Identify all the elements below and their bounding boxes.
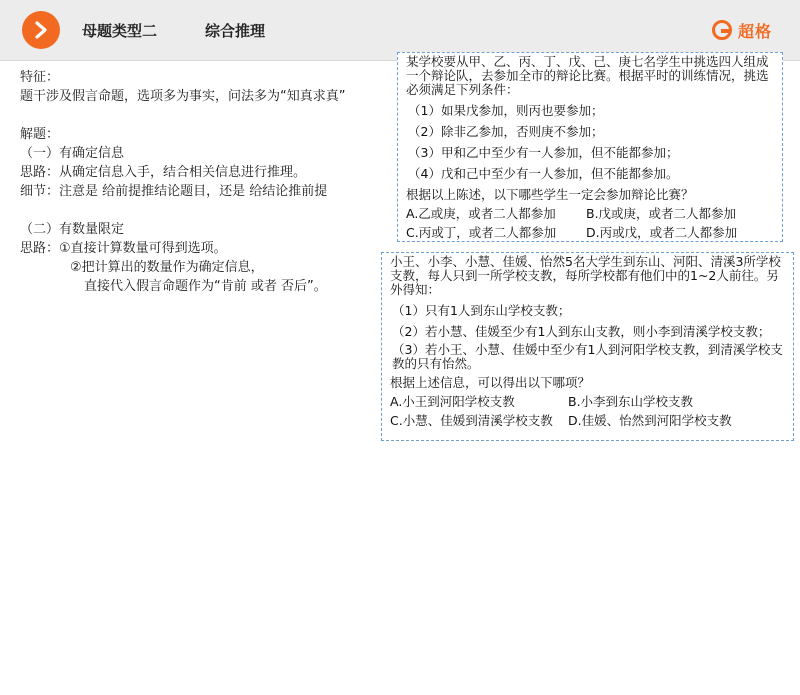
- q1-condition: （4）戊和己中至少有一人参加，但不能都参加。: [408, 166, 679, 181]
- q1-condition: （2）除非乙参加，否则庚不参加；: [408, 124, 604, 139]
- q1-option-b: B.戊或庚，或者二人都参加: [586, 206, 737, 221]
- case2-thought-label: 思路：: [20, 241, 60, 256]
- case2-thought-3: 直接代入假言命题作为“肯前 或者 否后”。: [84, 279, 327, 294]
- q2-condition: （1）只有1人到东山学校支教；: [392, 303, 571, 318]
- q2-option-d: D.佳媛、怡然到河阳学校支教: [568, 413, 732, 428]
- q2-option-a: A.小王到河阳学校支教: [390, 394, 515, 409]
- solution-label: 解题：: [20, 127, 60, 142]
- case1-title: （一）有确定信息: [20, 146, 125, 161]
- q1-condition: （1）如果戊参加，则丙也要参加；: [408, 103, 604, 118]
- question-box-1: [397, 52, 783, 242]
- feature-label: 特征：: [20, 70, 60, 85]
- q1-option-a: A.乙或庚，或者二人都参加: [406, 206, 556, 221]
- q1-question: 根据以上陈述，以下哪些学生一定会参加辩论比赛？: [406, 187, 694, 202]
- section-subtitle: 综合推理: [205, 22, 266, 40]
- q1-option-c: C.丙或丁，或者二人都参加: [406, 225, 557, 240]
- question-box-2: [381, 252, 794, 441]
- q1-option-d: D.丙或戊，或者二人都参加: [586, 225, 738, 240]
- q1-options: [406, 204, 774, 242]
- q2-condition: （3）若小王、小慧、佳媛中至少有1人到河阳学校支教，到清溪学校支教的只有怡然。: [392, 342, 783, 371]
- q1-stem: 某学校要从甲、乙、丙、丁、戊、己、庚七名学生中挑选四人组成一个辩论队，去参加全市的辩论比赛。根据平时的训练情况，挑选必须满足下列条件：: [406, 54, 769, 97]
- case2-title: （二）有数量限定: [20, 222, 125, 237]
- q2-option-b: B.小李到东山学校支教: [568, 394, 694, 409]
- case1-detail: 细节：注意是 给前提推结论题目，还是 给结论推前提: [20, 184, 328, 199]
- case1-thought: 思路：从确定信息入手，结合相关信息进行推理。: [20, 165, 307, 180]
- q2-question: 根据上述信息，可以得出以下哪项？: [390, 375, 591, 390]
- case2-thought-step1: ①直接计算数量可得到选项。: [59, 241, 227, 256]
- section-title: 母题类型二: [82, 22, 158, 40]
- logo-icon: [712, 20, 732, 40]
- notes-column: [20, 68, 380, 296]
- q2-options: [390, 392, 785, 430]
- case2-thought-2: ②把计算出的数量作为确定信息，: [70, 260, 264, 275]
- feature-text: 题干涉及假言命题，选项多为事实，问法多为“知真求真”: [20, 89, 346, 104]
- q2-condition: （2）若小慧、佳媛至少有1人到东山支教，则小李到清溪学校支教；: [392, 324, 771, 339]
- play-icon: [22, 11, 60, 49]
- logo-text: 超格: [737, 21, 772, 41]
- q2-option-c: C.小慧、佳媛到清溪学校支教: [390, 413, 553, 428]
- q1-condition: （3）甲和乙中至少有一人参加，但不能都参加；: [408, 145, 679, 160]
- brand-logo: [712, 18, 772, 42]
- case2-thought-1: [20, 239, 380, 258]
- q2-stem: 小王、小李、小慧、佳媛、怡然5名大学生到东山、河阳、清溪3所学校支教，每人只到一所学校支教，每所学校都有他们中的1~2人前往。另外得知：: [390, 254, 781, 297]
